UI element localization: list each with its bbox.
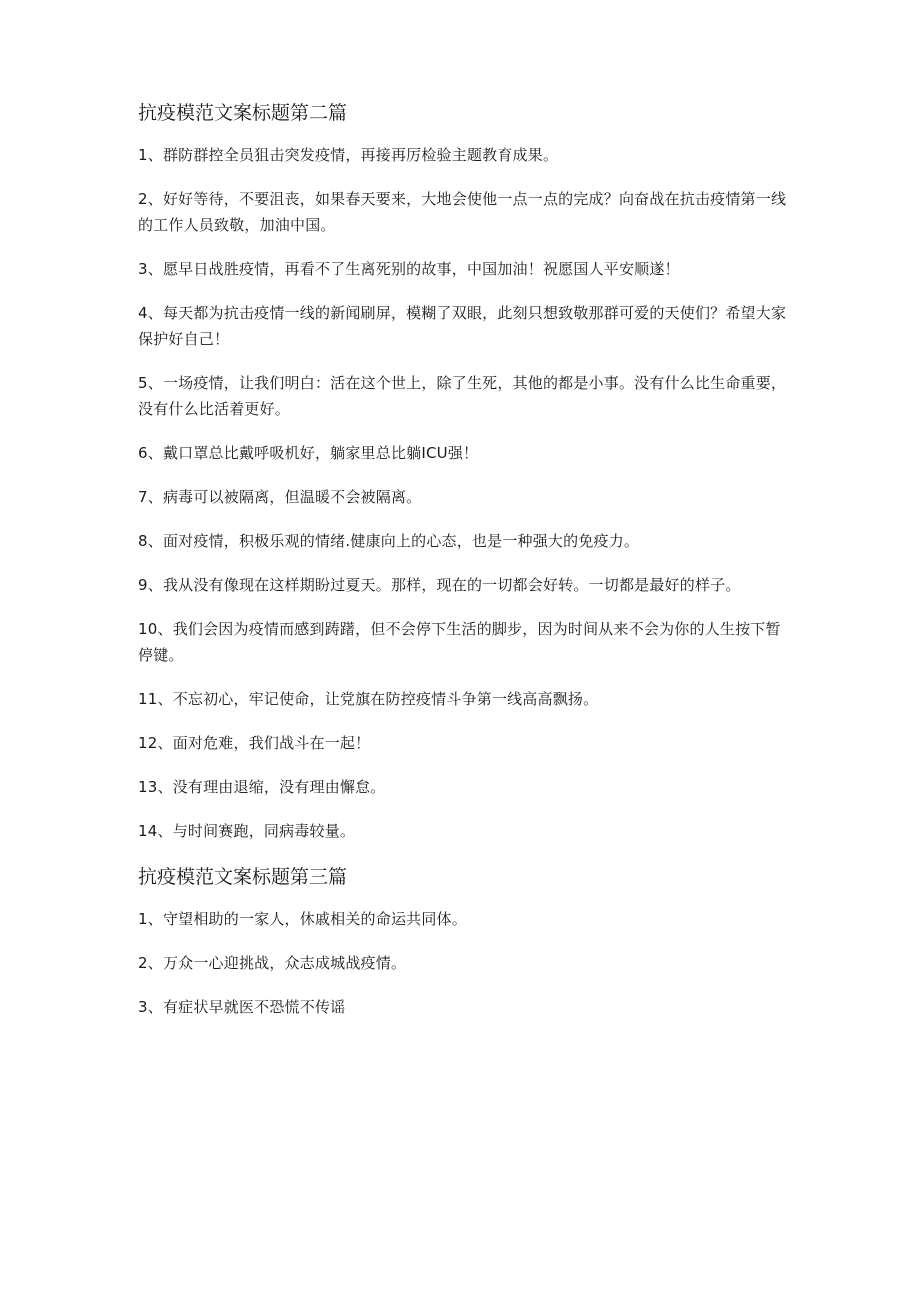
item-text: 我从没有像现在这样期盼过夏天。那样，现在的一切都会好转。一切都是最好的样子。 <box>162 576 741 594</box>
section-title: 抗疫模范文案标题第二篇 <box>138 102 348 124</box>
list-item <box>138 186 788 238</box>
item-text: 不忘初心，牢记使命，让党旗在防控疫情斗争第一线高高飘扬。 <box>172 690 599 708</box>
item-number: 11、 <box>138 690 173 708</box>
list-item <box>138 616 788 668</box>
item-number: 3、 <box>138 260 163 278</box>
item-number: 9、 <box>138 576 163 594</box>
section-title: 抗疫模范文案标题第三篇 <box>138 866 348 888</box>
item-text: 群防群控全员狙击突发疫情，再接再厉检验主题教育成果。 <box>162 146 559 164</box>
list-item <box>138 370 788 422</box>
item-text: 万众一心迎挑战，众志成城战疫情。 <box>162 954 407 972</box>
item-text: 一场疫情，让我们明白：活在这个世上，除了生死，其他的都是小事。没有什么比生命重要，没有什么比活着更好。 <box>138 374 787 418</box>
document-content <box>138 98 788 1038</box>
item-number: 6、 <box>138 444 163 462</box>
item-text: 我们会因为疫情而感到踌躇，但不会停下生活的脚步，因为时间从来不会为你的人生按下暂停键。 <box>138 620 781 664</box>
list-item <box>138 730 788 756</box>
item-text: 戴口罩总比戴呼吸机好，躺家里总比躺ICU强！ <box>162 444 479 462</box>
item-text: 与时间赛跑，同病毒较量。 <box>172 822 356 840</box>
item-number: 1、 <box>138 146 163 164</box>
list-item <box>138 686 788 712</box>
item-number: 7、 <box>138 488 163 506</box>
list-item <box>138 142 788 168</box>
list-item <box>138 528 788 554</box>
item-number: 13、 <box>138 778 173 796</box>
list-item <box>138 950 788 976</box>
item-number: 2、 <box>138 190 163 208</box>
item-text: 面对危难，我们战斗在一起！ <box>172 734 371 752</box>
item-text: 每天都为抗击疫情一线的新闻刷屏，模糊了双眼，此刻只想致敬那群可爱的天使们？希望大家保护好自己！ <box>138 304 787 348</box>
item-number: 10、 <box>138 620 173 638</box>
item-text: 面对疫情，积极乐观的情绪.健康向上的心态，也是一种强大的免疫力。 <box>162 532 640 550</box>
list-item <box>138 906 788 932</box>
item-number: 12、 <box>138 734 173 752</box>
list-item <box>138 300 788 352</box>
item-number: 14、 <box>138 822 173 840</box>
list-item <box>138 994 788 1020</box>
section-second <box>138 98 788 844</box>
list-item <box>138 440 788 466</box>
list-item <box>138 818 788 844</box>
list-item <box>138 484 788 510</box>
list-item <box>138 256 788 282</box>
item-text: 好好等待，不要沮丧，如果春天要来，大地会使他一点一点的完成？向奋战在抗击疫情第一线的工作人员致敬，加油中国。 <box>138 190 787 234</box>
item-number: 3、 <box>138 998 163 1016</box>
item-text: 有症状早就医不恐慌不传谣 <box>162 998 346 1016</box>
section-third <box>138 862 788 1020</box>
item-text: 病毒可以被隔离，但温暖不会被隔离。 <box>162 488 422 506</box>
item-text: 守望相助的一家人，休戚相关的命运共同体。 <box>162 910 467 928</box>
item-number: 8、 <box>138 532 163 550</box>
item-text: 没有理由退缩，没有理由懈怠。 <box>172 778 386 796</box>
item-number: 1、 <box>138 910 163 928</box>
list-item <box>138 572 788 598</box>
list-item <box>138 774 788 800</box>
item-text: 愿早日战胜疫情，再看不了生离死别的故事，中国加油！祝愿国人平安顺遂！ <box>162 260 680 278</box>
item-number: 2、 <box>138 954 163 972</box>
item-number: 5、 <box>138 374 163 392</box>
item-number: 4、 <box>138 304 163 322</box>
